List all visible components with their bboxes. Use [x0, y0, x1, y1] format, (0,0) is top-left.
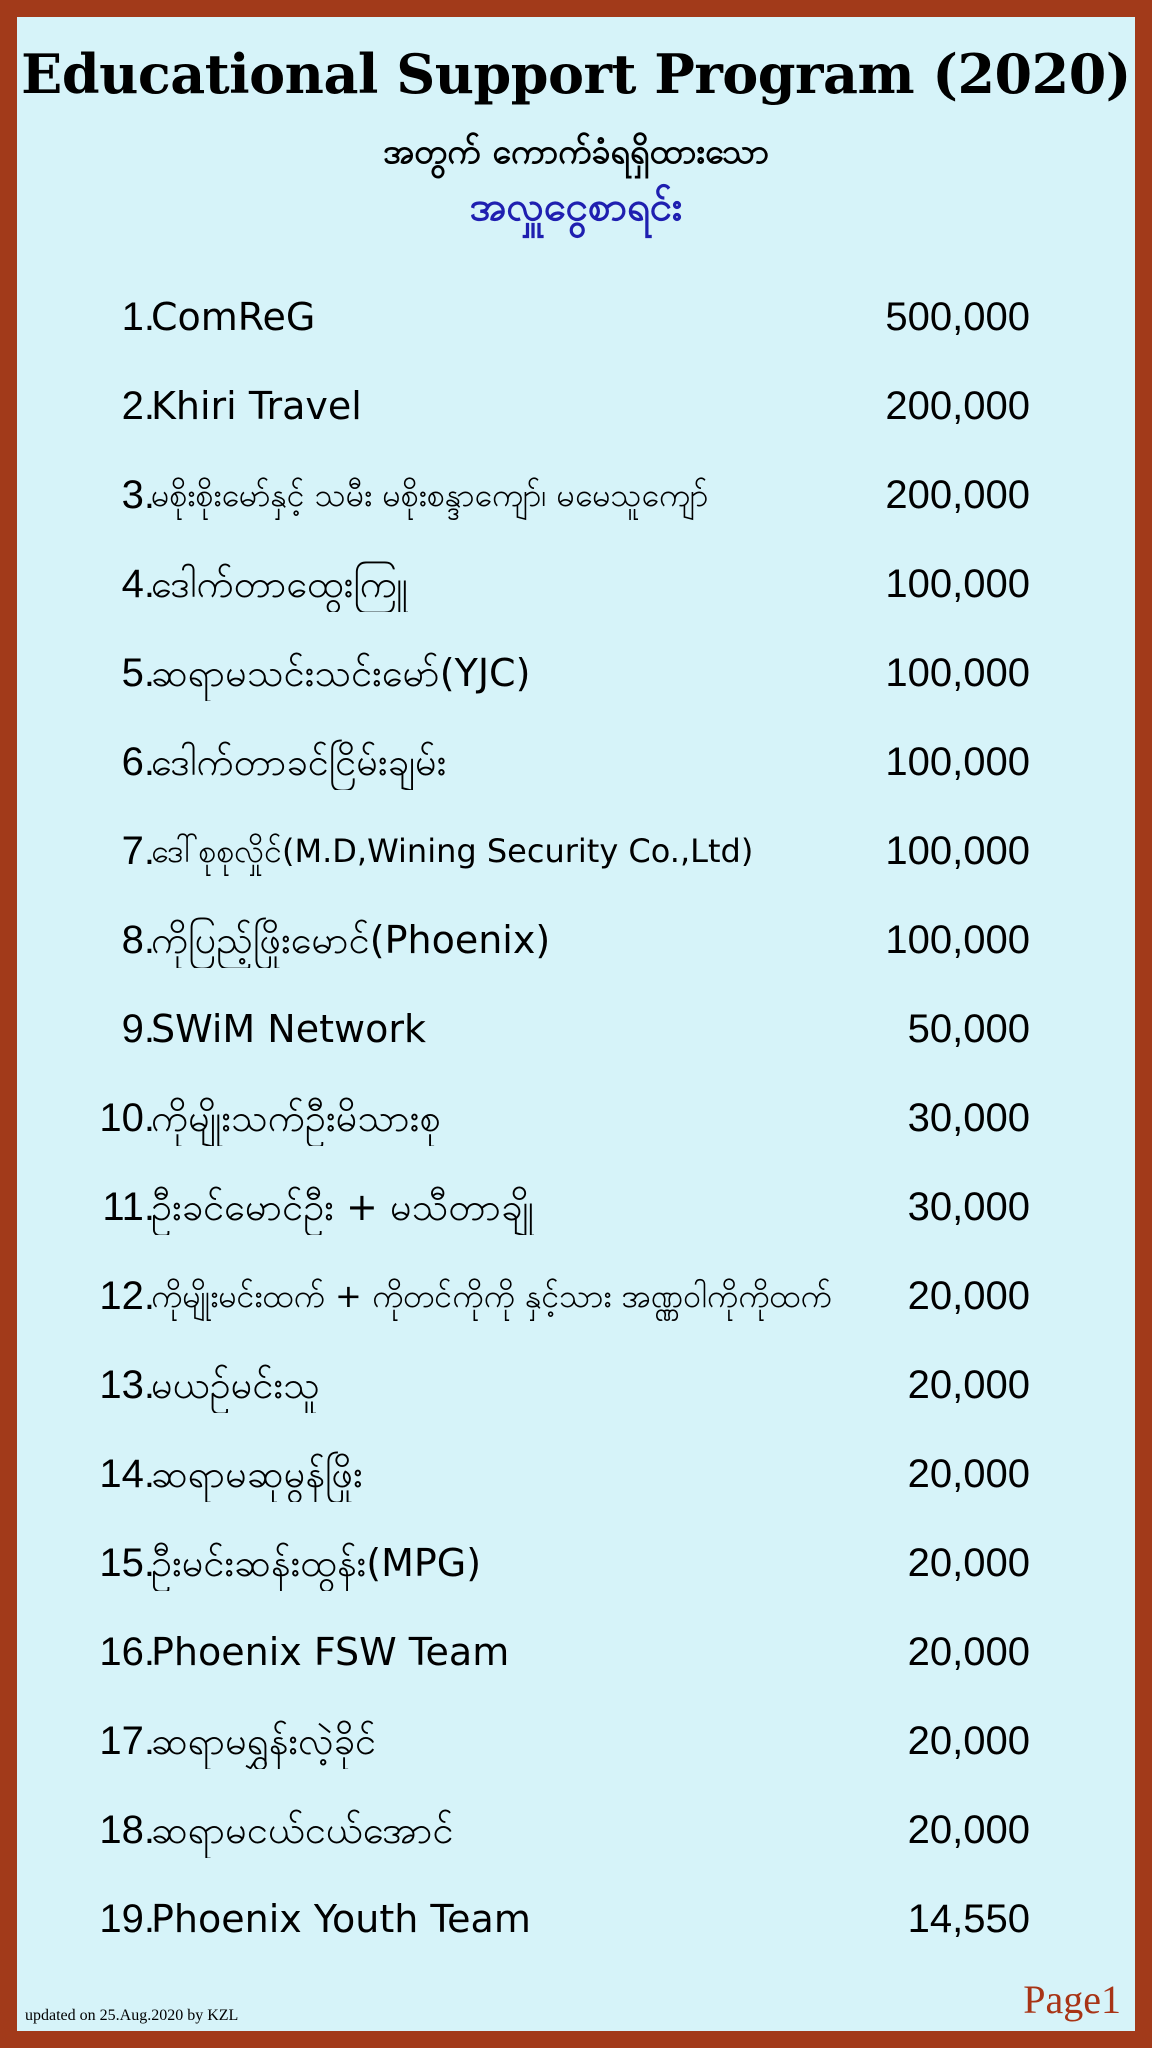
donor-name: Phoenix Youth Team [151, 1897, 531, 1941]
donor-number: 7. [121, 829, 155, 873]
donor-number: 11. [102, 1185, 155, 1229]
donor-row [17, 645, 1135, 734]
donor-name: Phoenix FSW Team [151, 1630, 510, 1674]
donor-row [17, 556, 1135, 645]
donor-amount: 20,000 [907, 1630, 1030, 1674]
donor-name: မယဉ်မင်းသူ [151, 1363, 320, 1407]
donor-amount: 20,000 [907, 1363, 1030, 1407]
donor-row [17, 912, 1135, 1001]
donor-row [17, 1535, 1135, 1624]
donor-amount: 20,000 [907, 1274, 1030, 1318]
donor-amount: 14,550 [907, 1897, 1030, 1941]
donor-number: 8. [121, 918, 155, 962]
donor-amount: 50,000 [907, 1007, 1030, 1051]
donor-amount: 100,000 [885, 651, 1030, 695]
donor-row [17, 1713, 1135, 1802]
donor-amount: 200,000 [885, 384, 1030, 428]
donor-name: ဒေါက်တာခင်ငြိမ်းချမ်း [151, 740, 447, 784]
donor-row [17, 1179, 1135, 1268]
donor-row [17, 1268, 1135, 1357]
donor-number: 3. [121, 473, 155, 517]
donor-number: 15. [99, 1541, 155, 1585]
donor-row [17, 1446, 1135, 1535]
donor-row [17, 1891, 1135, 1980]
donor-amount: 100,000 [885, 740, 1030, 784]
document-title: Educational Support Program (2020) [21, 42, 1131, 106]
donor-amount: 500,000 [885, 295, 1030, 339]
donor-name: ဆရာမငယ်ငယ်အောင် [151, 1808, 454, 1852]
donor-number: 12. [99, 1274, 155, 1318]
donor-amount: 100,000 [885, 918, 1030, 962]
donor-name: ဆရာမသင်းသင်းမော်(YJC) [151, 651, 531, 695]
donation-list-heading: အလှူငွေစာရင်း [469, 184, 683, 230]
donor-row [17, 1624, 1135, 1713]
donor-number: 6. [121, 740, 155, 784]
donor-name: ကိုမျိုးမင်းထက် + ကိုတင်ကိုကို နှင့်သား အဏ္ဏဝါကိုကိုထက် [151, 1277, 832, 1315]
donor-number: 2. [121, 384, 155, 428]
donor-name: ဒေါက်တာထွေးကြူ [151, 562, 408, 606]
donor-name: ကိုမျိုးသက်ဦးမိသားစု [151, 1096, 441, 1140]
donor-number: 5. [121, 651, 155, 695]
donor-amount: 30,000 [907, 1096, 1030, 1140]
donor-number: 13. [99, 1363, 155, 1407]
donor-amount: 100,000 [885, 562, 1030, 606]
donor-name: ComReG [151, 295, 316, 339]
donor-amount: 20,000 [907, 1808, 1030, 1852]
donor-row [17, 378, 1135, 467]
donor-row [17, 1802, 1135, 1891]
donor-number: 14. [99, 1452, 155, 1496]
donor-row [17, 1357, 1135, 1446]
donor-number: 1. [121, 295, 155, 339]
donor-number: 19. [99, 1897, 155, 1941]
donor-row [17, 467, 1135, 556]
donor-row [17, 1001, 1135, 1090]
donor-name: ဒေါ်စုစုလှိုင်(M.D,Wining Security Co.,Ltd) [151, 832, 754, 870]
donor-name: ကိုပြည့်ဖြိုးမောင်(Phoenix) [151, 918, 551, 962]
donor-number: 17. [99, 1719, 155, 1763]
donor-name: မစိုးစိုးမော်နှင့် သမီး မစိုးစန္ဒာကျော်၊ မမေသူကျော် [151, 476, 709, 514]
donor-number: 4. [121, 562, 155, 606]
donor-amount: 20,000 [907, 1541, 1030, 1585]
donor-row [17, 734, 1135, 823]
donor-number: 16. [99, 1630, 155, 1674]
donor-list [17, 289, 1135, 1980]
donor-amount: 200,000 [885, 473, 1030, 517]
donor-name: SWiM Network [151, 1007, 426, 1051]
donor-name: ဆရာမဆုမွန်ဖြိုး [151, 1452, 363, 1496]
donor-amount: 30,000 [907, 1185, 1030, 1229]
donor-row [17, 1090, 1135, 1179]
donor-row [17, 823, 1135, 912]
donor-row [17, 289, 1135, 378]
donor-amount: 100,000 [885, 829, 1030, 873]
document-panel [17, 17, 1135, 2031]
donor-number: 9. [121, 1007, 155, 1051]
donor-name: ဦးခင်မောင်ဦး + မသီတာချို [151, 1185, 534, 1229]
page-number-label: Page1 [1023, 1977, 1121, 2022]
donor-number: 10. [99, 1096, 155, 1140]
donor-name: ဆရာမရွှန်းလဲ့ခိုင် [151, 1719, 377, 1763]
donor-number: 18. [99, 1808, 155, 1852]
donor-amount: 20,000 [907, 1719, 1030, 1763]
donor-amount: 20,000 [907, 1452, 1030, 1496]
update-note: updated on 25.Aug.2020 by KZL [25, 2007, 239, 2024]
donor-name: Khiri Travel [151, 384, 362, 428]
donor-name: ဦးမင်းဆန်းထွန်း(MPG) [151, 1541, 482, 1585]
document-subtitle: အတွက် ကောက်ခံရရှိထားသော [382, 132, 770, 172]
